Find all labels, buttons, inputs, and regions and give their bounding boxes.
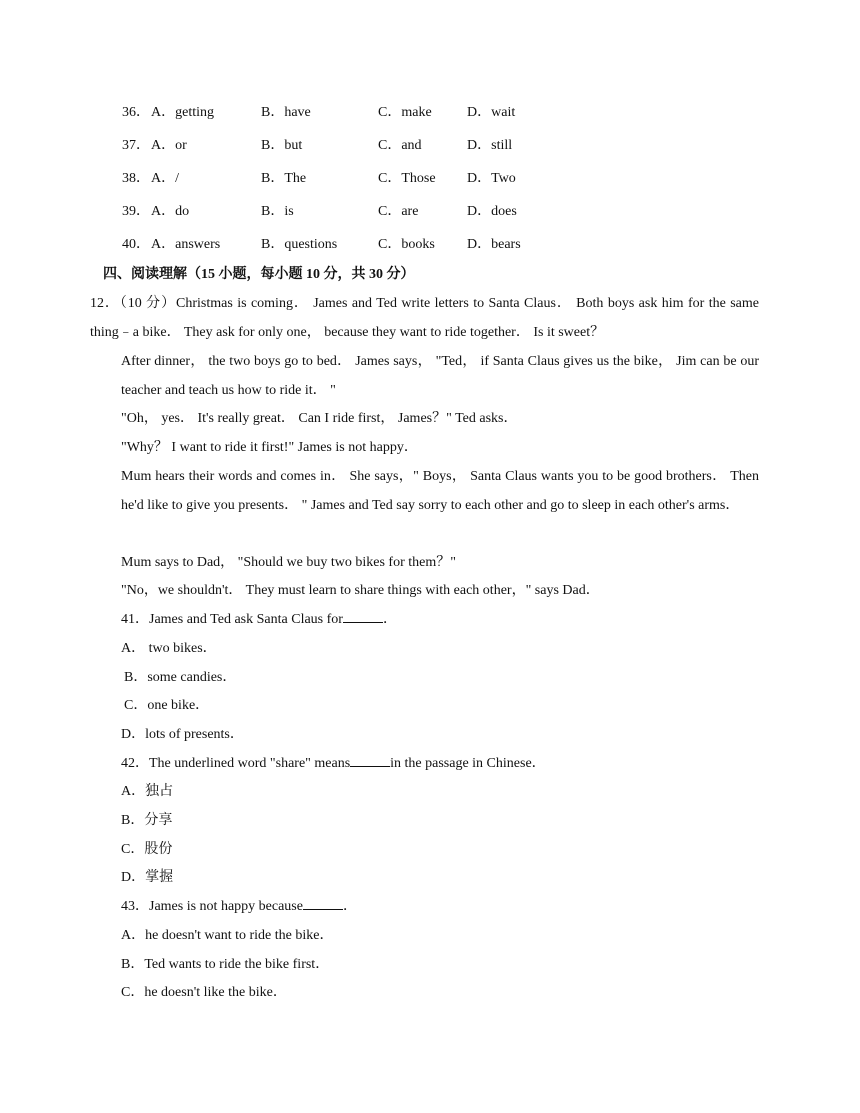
question-number: 39． bbox=[122, 204, 150, 219]
option-b: B．is bbox=[261, 204, 294, 219]
option-b: B．but bbox=[261, 138, 303, 153]
passage-paragraph-5: Mum hears their words and comes in． She says，" Boys， Santa Claus wants you to be good brothers． Then he'd like to give you presents． " James and Ted say sorry to each other and go to sleep in each other's arms． bbox=[121, 469, 759, 513]
option-a: A．answers bbox=[151, 237, 221, 252]
question-43-option-b: B．Ted wants to ride the bike first． bbox=[121, 957, 330, 972]
answer-blank bbox=[303, 897, 343, 910]
option-a: A．do bbox=[151, 204, 190, 219]
question-43-option-c: C．he doesn't like the bike． bbox=[121, 985, 287, 1000]
option-c: C．and bbox=[378, 138, 422, 153]
option-d: D．wait bbox=[467, 105, 516, 120]
question-42-stem: 42．The underlined word "share" means in the passage in Chinese． bbox=[121, 756, 546, 771]
passage-paragraph-3: "Oh， yes． It's really great． Can I ride first， James？" Ted asks． bbox=[121, 411, 518, 426]
passage-paragraph-2: After dinner， the two boys go to bed． James says， "Ted， if Santa Claus gives us the bike， Jim can be our teacher and teach us how to ride it． " bbox=[121, 354, 759, 398]
passage-paragraph-1: 12．（10 分）Christmas is coming． James and Ted write letters to Santa Claus． Both boys ask him for the same thing﹣a bike． They ask for only one， because they want to ride together． Is it sweet？ bbox=[90, 296, 759, 340]
passage-paragraph-4: "Why？ I want to ride it first!" James is not happy． bbox=[121, 440, 418, 455]
answer-blank bbox=[350, 754, 390, 767]
question-42-option-b: B．分享 bbox=[121, 813, 173, 828]
question-42-option-c: C．股份 bbox=[121, 842, 173, 857]
question-41-stem: 41．James and Ted ask Santa Claus for ． bbox=[121, 612, 397, 627]
question-number: 38． bbox=[122, 171, 150, 186]
option-c: C．make bbox=[378, 105, 432, 120]
question-number: 40． bbox=[122, 237, 150, 252]
question-43-stem: 43．James is not happy because ． bbox=[121, 899, 357, 914]
passage-paragraph-7: "No，we shouldn't． They must learn to share things with each other，" says Dad． bbox=[121, 583, 600, 598]
option-d: D．bears bbox=[467, 237, 521, 252]
option-a: A．or bbox=[151, 138, 187, 153]
option-c: C．books bbox=[378, 237, 435, 252]
section-title: 四、阅读理解（15 小题，每小题 10 分，共 30 分） bbox=[103, 267, 415, 282]
question-number: 36． bbox=[122, 105, 150, 120]
question-41-option-b: B．some candies． bbox=[124, 670, 237, 685]
option-c: C．are bbox=[378, 204, 419, 219]
option-c: C．Those bbox=[378, 171, 436, 186]
answer-blank bbox=[343, 610, 383, 623]
option-d: D．does bbox=[467, 204, 517, 219]
option-b: B．questions bbox=[261, 237, 338, 252]
option-b: B．The bbox=[261, 171, 307, 186]
question-42-option-d: D．掌握 bbox=[121, 870, 174, 885]
option-a: A．getting bbox=[151, 105, 215, 120]
question-41-option-a: A． two bikes． bbox=[121, 641, 217, 656]
option-a: A．/ bbox=[151, 171, 180, 186]
option-d: D．still bbox=[467, 138, 513, 153]
question-41-option-c: C．one bike． bbox=[124, 698, 210, 713]
option-b: B．have bbox=[261, 105, 311, 120]
question-number: 37． bbox=[122, 138, 150, 153]
passage-paragraph-6: Mum says to Dad， "Should we buy two bikes for them？" bbox=[121, 555, 456, 570]
option-d: D．Two bbox=[467, 171, 516, 186]
question-41-option-d: D．lots of presents． bbox=[121, 727, 244, 742]
question-42-option-a: A．独占 bbox=[121, 784, 174, 799]
question-43-option-a: A．he doesn't want to ride the bike． bbox=[121, 928, 334, 943]
